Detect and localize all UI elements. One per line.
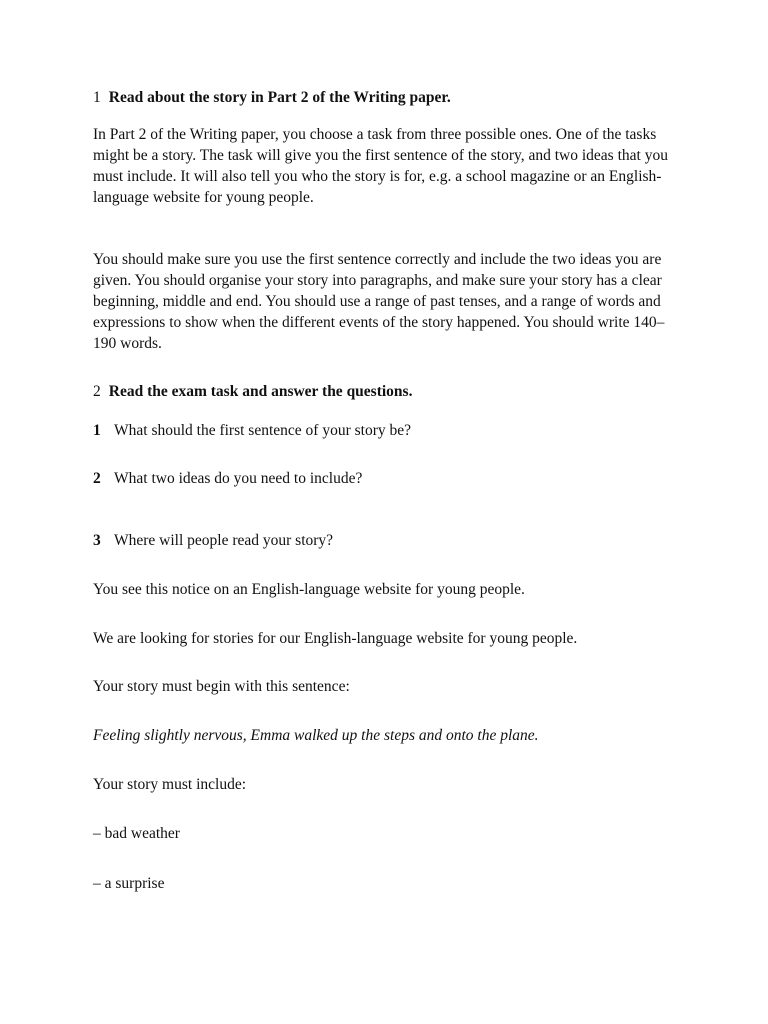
question-2 xyxy=(93,468,673,489)
question-1-number: 1 xyxy=(93,422,101,439)
task-notice: We are looking for stories for our English-language website for young people. xyxy=(93,630,578,647)
question-3-number: 3 xyxy=(93,532,101,549)
question-2-text: What two ideas do you need to include? xyxy=(114,470,363,487)
task-item-surprise: – a surprise xyxy=(93,875,165,892)
task-first-sentence: Feeling slightly nervous, Emma walked up the steps and onto the plane. xyxy=(93,727,539,744)
question-1-text: What should the first sentence of your story be? xyxy=(114,422,411,439)
section-1-number: 1 xyxy=(93,89,101,106)
task-begin-label: Your story must begin with this sentence: xyxy=(93,678,350,695)
section-1-paragraph-2: You should make sure you use the first sentence correctly and include the two ideas you are given. You should organise your story into paragraphs, and make sure your story has a clear beginning, middle and end. You should use a range of past tenses, and a range of words and expressions to show when the different events of the story happened. You should write 140–190 words. xyxy=(93,251,665,352)
section-2-title: Read the exam task and answer the questions. xyxy=(108,383,413,400)
question-3 xyxy=(93,530,673,551)
section-2-heading xyxy=(93,381,673,402)
task-item-bad-weather: – bad weather xyxy=(93,825,180,842)
section-1-title: Read about the story in Part 2 of the Writing paper. xyxy=(108,89,451,106)
section-1-paragraph-1: In Part 2 of the Writing paper, you choose a task from three possible ones. One of the tasks might be a story. The task will give you the first sentence of the story, and two ideas that you must include. It will also tell you who the story is for, e.g. a school magazine or an English-language website for young people. xyxy=(93,126,668,206)
task-include-label: Your story must include: xyxy=(93,776,247,793)
section-1-heading xyxy=(93,87,673,108)
question-1 xyxy=(93,420,673,441)
question-2-number: 2 xyxy=(93,470,101,487)
task-intro: You see this notice on an English-language website for young people. xyxy=(93,581,525,598)
question-3-text: Where will people read your story? xyxy=(114,532,334,549)
section-2-number: 2 xyxy=(93,383,101,400)
